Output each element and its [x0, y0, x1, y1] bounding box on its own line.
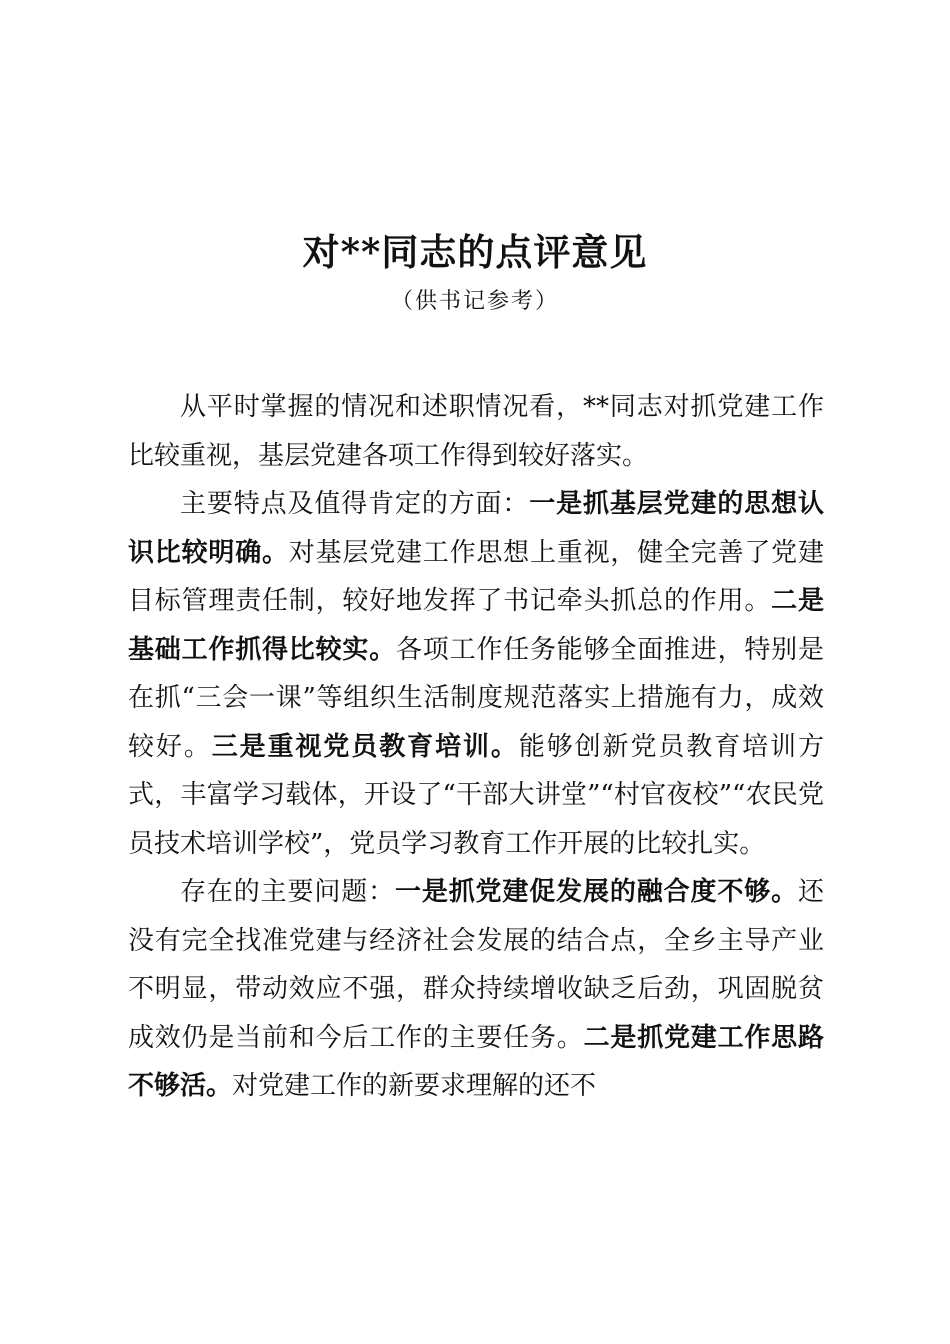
bold-heading: 一是抓党建促发展的融合度不够。	[394, 877, 798, 907]
bold-heading: 三是重视党员教育培训。	[211, 731, 519, 762]
text-run: 各项工作任务能够全面推进，特别是在抓“三会一课”等组织生活制度规范落实上措施有力，成效较好。	[128, 634, 824, 762]
text-run: 从平时掌握的情况和述职情况看，**同志对抓党建工作比较重视，基层党建各项工作得到较好落实。	[128, 392, 824, 471]
paragraph-overview	[128, 383, 824, 480]
text-run: 能够创新党员教育培训方式，丰富学习载体，开设了“干部大讲堂”“村官夜校”“农民党员技术培训学校”，党员学习教育工作开展的比较扎实。	[128, 731, 824, 859]
text-run: 主要特点及值得肯定的方面：	[180, 489, 530, 519]
text-run: 还没有完全找准党建与经济社会发展的结合点，全乡主导产业不明显，带动效应不强，群众持续增收缺乏后劲，巩固脱贫成效仍是当前和今后工作的主要任务。	[128, 877, 824, 1053]
document-title: 对**同志的点评意见	[302, 230, 648, 274]
bold-heading: 一是抓基层党建的思想认识比较明确。	[128, 489, 824, 568]
document-body	[128, 383, 824, 1111]
document-subtitle: （供书记参考）	[390, 289, 559, 314]
text-run: 存在的主要问题：	[180, 877, 395, 907]
bold-heading: 二是抓党建工作思路不够活。	[128, 1022, 824, 1101]
bold-heading: 二是基础工作抓得比较实。	[128, 586, 824, 665]
paragraph-strengths	[128, 480, 824, 868]
text-run: 对基层党建工作思想上重视，健全完善了党建目标管理责任制，较好地发挥了书记牵头抓总的作用。	[128, 537, 824, 616]
text-run: 对党建工作的新要求理解的还不	[232, 1071, 597, 1101]
paragraph-problems	[128, 868, 824, 1111]
